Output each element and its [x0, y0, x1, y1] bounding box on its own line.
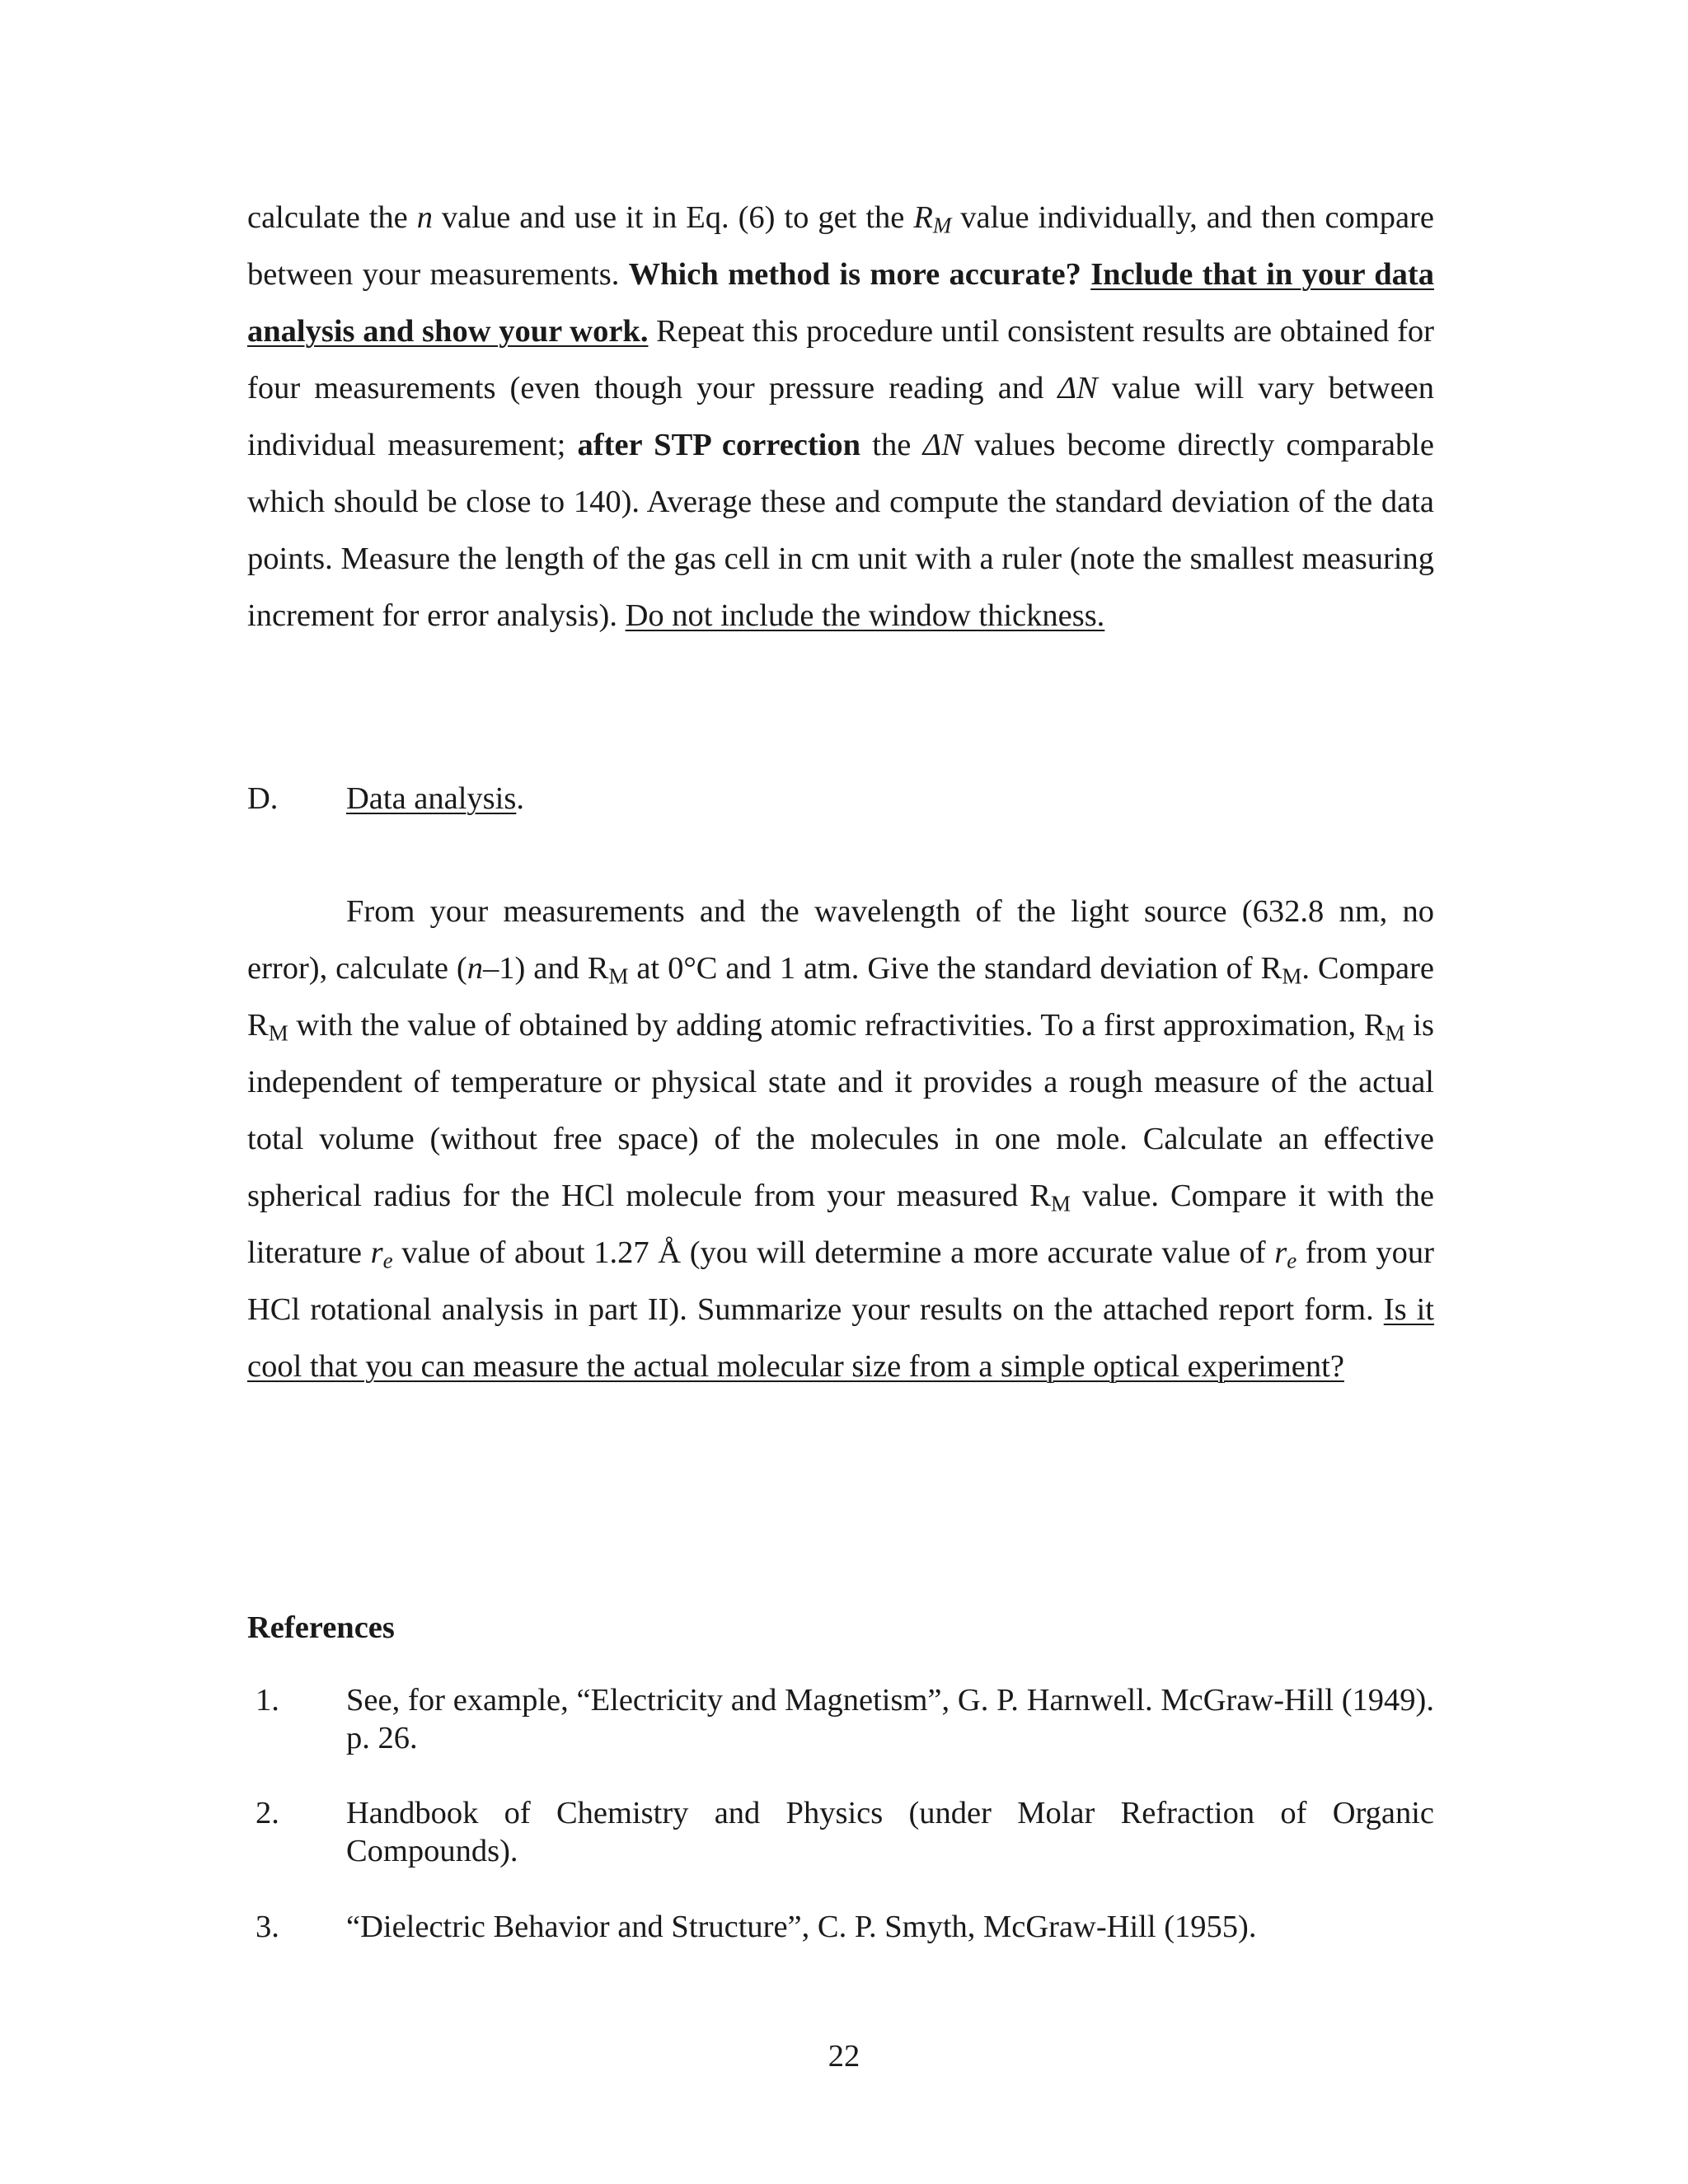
text-run: From your measurements and the wavelength of the light source (632.8 nm, no error), calculate (: [247, 894, 1434, 986]
reference-number: 2.: [256, 1796, 279, 1830]
section-title: Data analysis: [346, 781, 517, 816]
subscript-m: M: [608, 963, 629, 989]
bold-stp-correction: after STP correction: [577, 428, 861, 462]
italic-n: n: [467, 951, 483, 986]
reference-item: [247, 1794, 1434, 1870]
subscript-m: M: [932, 213, 952, 238]
reference-number: 1.: [256, 1683, 279, 1718]
italic-r: R: [913, 200, 933, 235]
italic-delta-n: ΔN: [922, 428, 963, 462]
text-run: value. Compare it with the literature: [247, 1179, 1434, 1270]
reference-item: [247, 1681, 1434, 1757]
text-run: value individually, and then compare between your measurements.: [247, 200, 1435, 292]
reference-item: [247, 1908, 1434, 1946]
references-heading: References: [247, 1610, 395, 1645]
text-run: the: [860, 428, 923, 462]
subscript-m: M: [1282, 963, 1302, 989]
procedure-paragraph: [247, 190, 1434, 644]
text-run: value will vary between individual measurement;: [247, 371, 1434, 462]
italic-r: r: [370, 1235, 383, 1270]
italic-r: r: [1274, 1235, 1287, 1270]
reference-text: Handbook of Chemistry and Physics (under Molar Refraction of Organic Compounds).: [346, 1796, 1434, 1868]
text-run: at 0°C and 1 atm. Give the standard deviation of R: [628, 951, 1282, 986]
subscript-m: M: [1050, 1191, 1071, 1216]
section-heading-d: [247, 771, 524, 827]
underlined-window-note: Do not include the window thickness.: [625, 598, 1105, 633]
subscript-m: M: [268, 1020, 288, 1046]
section-title-period: .: [516, 781, 524, 816]
reference-text: “Dielectric Behavior and Structure”, C. P. Smyth, McGraw-Hill (1955).: [346, 1910, 1257, 1944]
italic-delta-n: ΔN: [1057, 371, 1098, 405]
subscript-e: e: [1287, 1248, 1297, 1273]
text-run: values become directly comparable which should be close to 140). Average these and compute the standard deviation of the data points. Measure the length of the gas cell in cm unit with a ruler (note the smallest measuring increment for error analysis).: [247, 428, 1434, 633]
underlined-question: Is it cool that you can measure the actual molecular size from a simple optical experiment?: [247, 1292, 1434, 1384]
text-run: –1) and R: [482, 951, 609, 986]
bold-underlined-instruction: Include that in your data analysis and show your work.: [247, 257, 1434, 349]
text-run: . Compare R: [247, 951, 1434, 1043]
reference-number: 3.: [256, 1910, 279, 1944]
bold-question: Which method is more accurate?: [628, 257, 1091, 292]
data-analysis-paragraph: [247, 883, 1434, 1395]
reference-text: See, for example, “Electricity and Magnetism”, G. P. Harnwell. McGraw-Hill (1949). p. 26.: [346, 1683, 1434, 1755]
text-run: Repeat this procedure until consistent results are obtained for four measurements (even though your pressure reading and: [247, 314, 1434, 405]
subscript-e: e: [382, 1248, 393, 1273]
italic-n: n: [416, 200, 433, 235]
text-run: value of about 1.27 Å (you will determine a more accurate value of: [392, 1235, 1275, 1270]
section-letter: D.: [247, 781, 279, 816]
text-run: calculate the: [247, 200, 417, 235]
text-run: is independent of temperature or physical state and it provides a rough measure of the actual total volume (without free space) of the molecules in one mole. Calculate an effective spherical radius for the HCl molecule from your measured R: [247, 1008, 1434, 1213]
subscript-m: M: [1385, 1020, 1405, 1046]
page-number: 22: [828, 2039, 860, 2074]
text-run: with the value of obtained by adding atomic refractivities. To a first approximation, R: [288, 1008, 1386, 1043]
text-run: value and use it in Eq. (6) to get the: [432, 200, 914, 235]
text-run: from your HCl rotational analysis in part II). Summarize your results on the attached report form.: [247, 1235, 1434, 1327]
